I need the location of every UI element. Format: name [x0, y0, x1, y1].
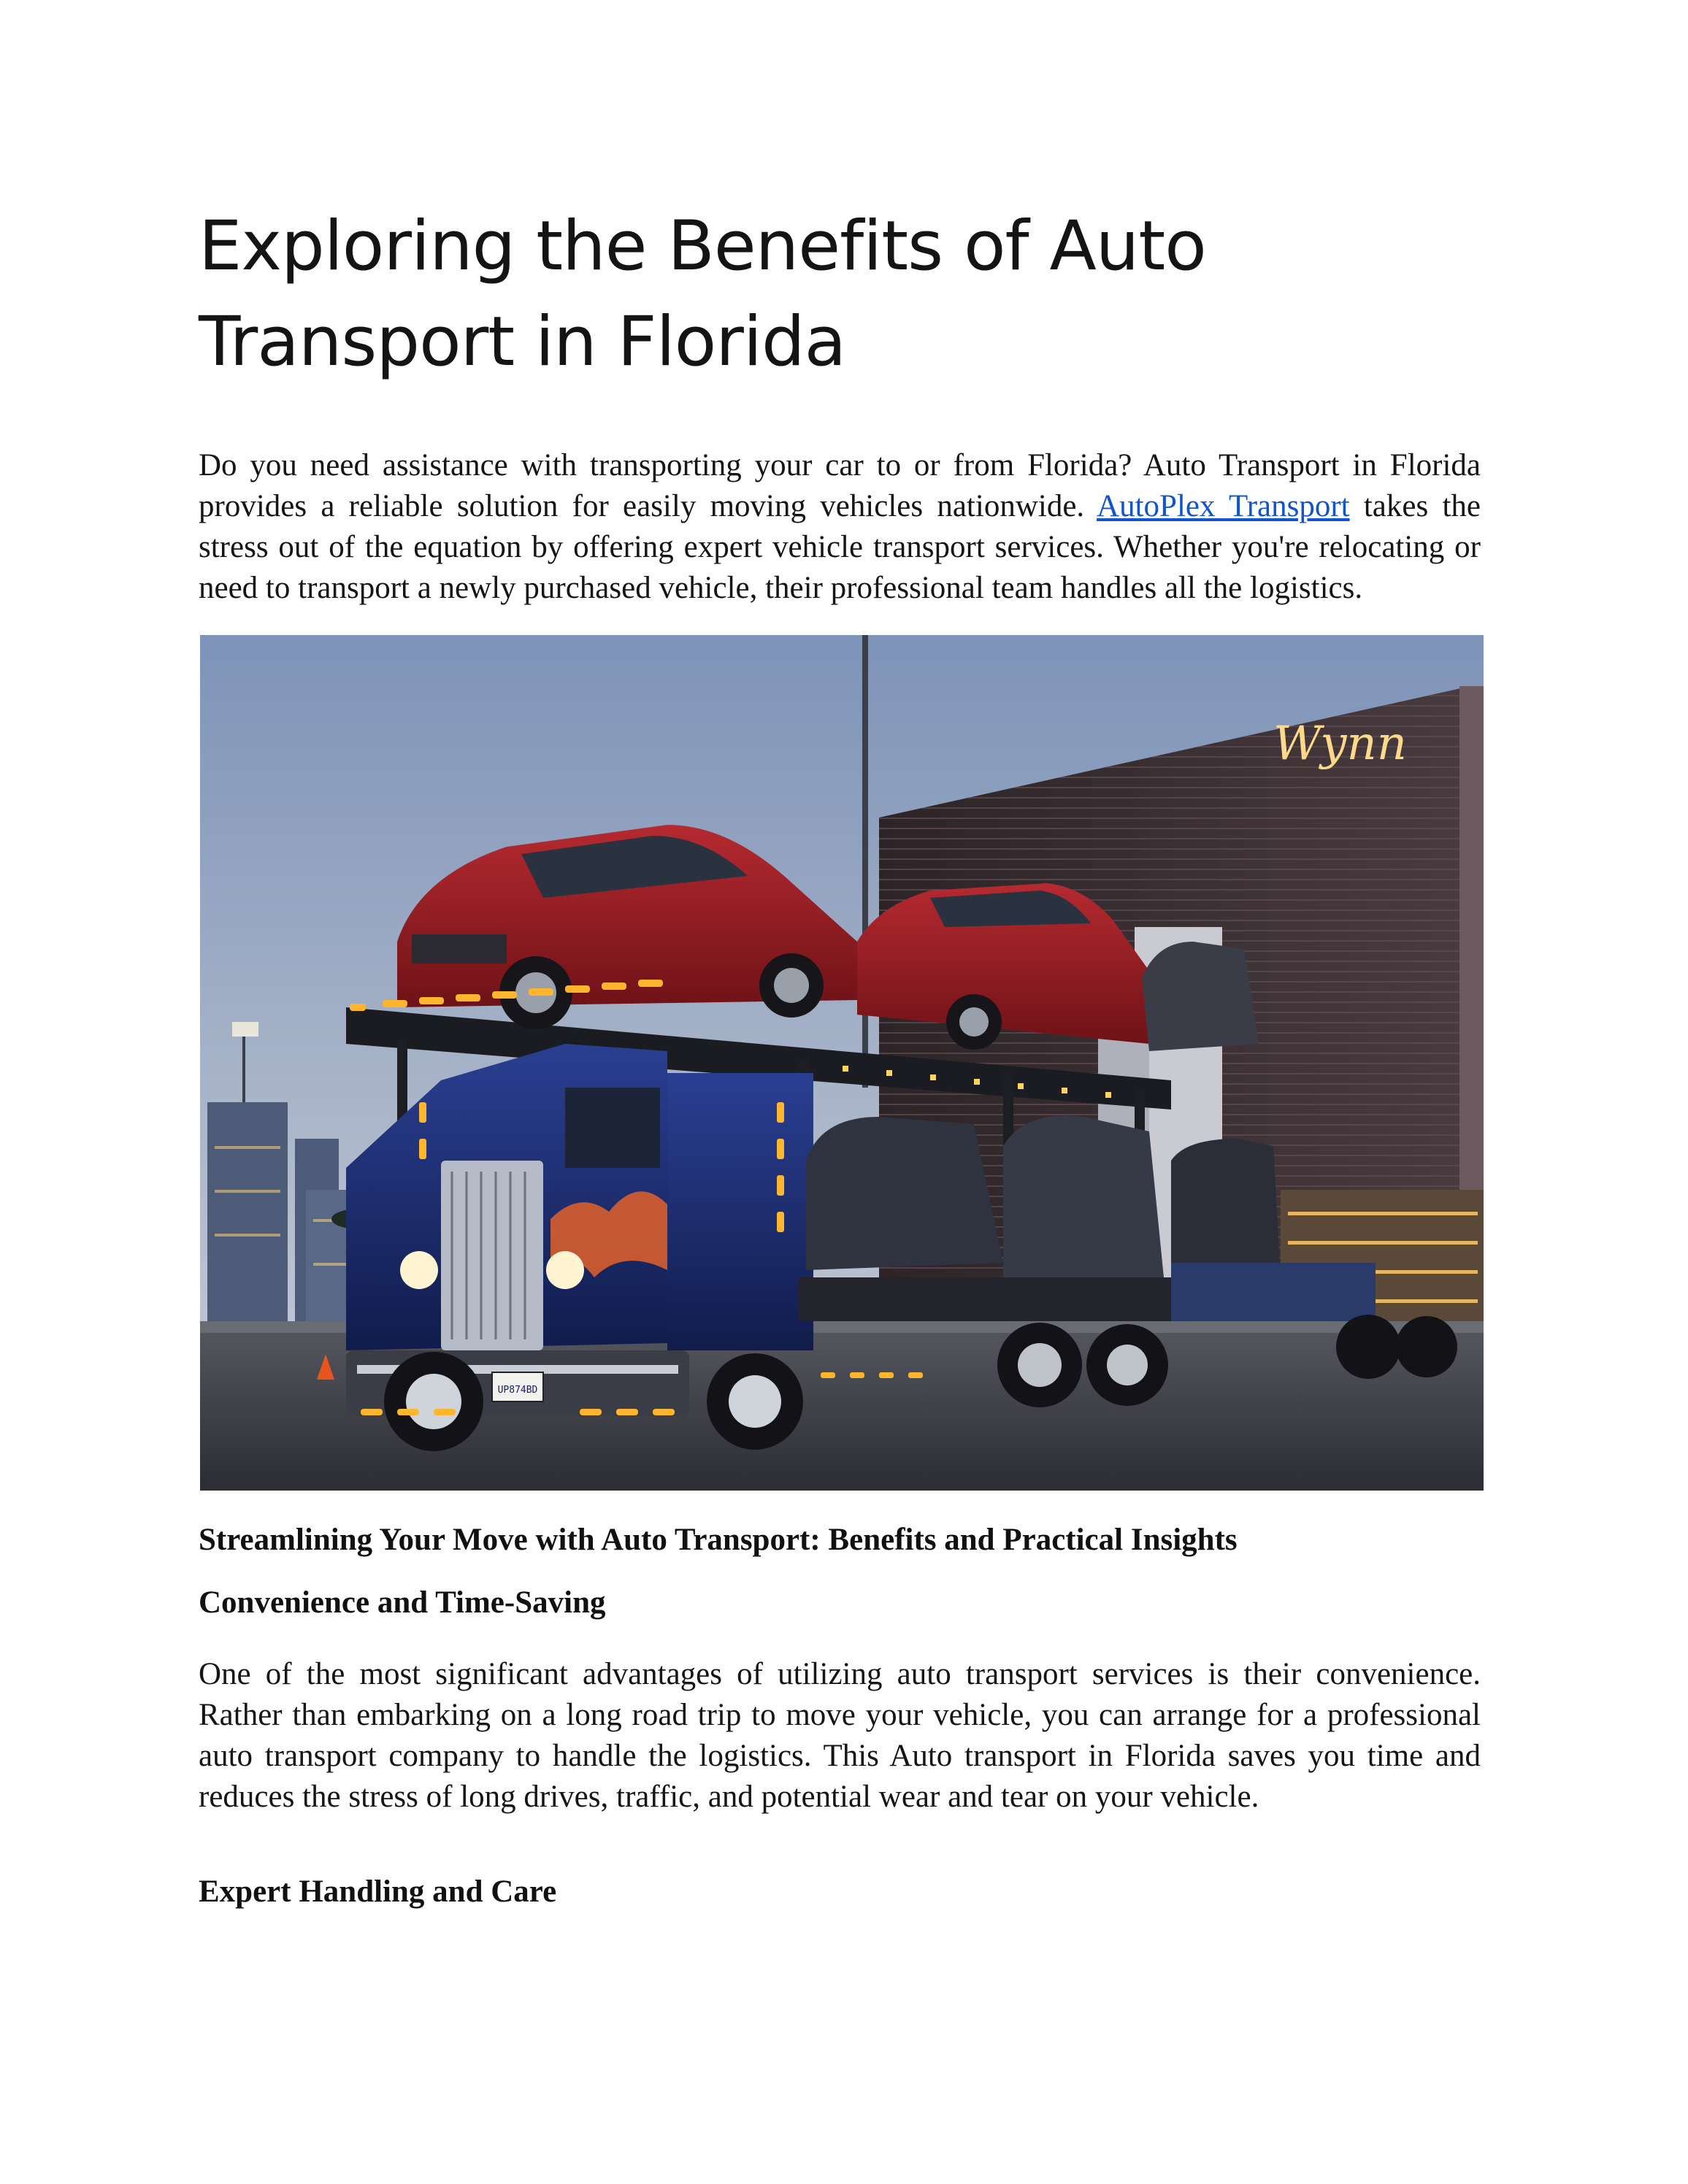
- subsection-heading-expert-handling: Expert Handling and Care: [199, 1875, 557, 1909]
- sleeper: [667, 1073, 813, 1350]
- wynn-sign: Wynn: [1273, 717, 1407, 771]
- hero-illustration: [200, 635, 1484, 1491]
- lamp-post: [862, 635, 868, 1088]
- top-car-dark: [1142, 942, 1259, 1051]
- page-title: Exploring the Benefits of Auto Transport in Florida: [199, 207, 1206, 382]
- intro-text-end: takes the stress out of the equation by offering expert vehicle transport services. Whether you're relocating or need to transport a newly purchased vehicle, their professional team handles all the logistics.: [199, 489, 1481, 605]
- autoplex-transport-link[interactable]: AutoPlex Transport: [1097, 489, 1350, 523]
- license-plate-text: UP874BD: [497, 1385, 538, 1396]
- convenience-paragraph: One of the most significant advantages of utilizing auto transport services is their convenience. Rather than embarking on a long road trip to move your vehicle, you can arrange for a professional auto transport company to handle the logistics. This Auto transport in Florida saves you time and reduces the stress of long drives, traffic, and potential wear and tear on your vehicle.: [199, 1657, 1481, 1814]
- intro-paragraph: [199, 445, 1481, 609]
- intro-text-start: Do you need assistance with transporting your car to or from Florida? Auto Transport in Florida provides a reliable solution for easily moving vehicles nationwide.: [199, 448, 1481, 523]
- subsection-heading-convenience: Convenience and Time-Saving: [199, 1585, 606, 1620]
- hero-image-car-carrier-truck: [200, 635, 1484, 1491]
- section-heading: Streamlining Your Move with Auto Transport: Benefits and Practical Insights: [199, 1523, 1238, 1557]
